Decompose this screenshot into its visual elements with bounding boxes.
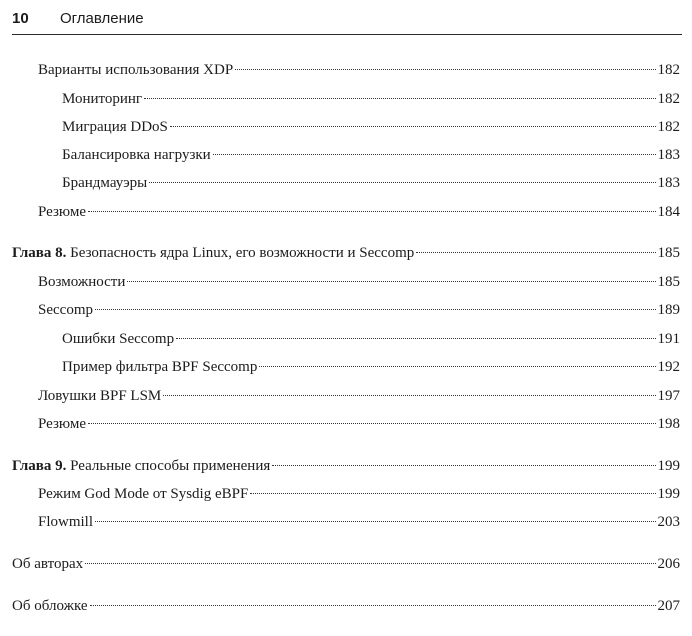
toc-entry-title — [38, 271, 125, 293]
toc-entry-text: Миграция DDoS — [62, 119, 168, 135]
toc-entry-page: 199 — [657, 486, 680, 502]
chapter-label: Глава 9. — [12, 458, 67, 474]
dot-leader — [144, 98, 655, 99]
dot-leader — [170, 126, 656, 127]
toc-entry-title — [62, 144, 211, 166]
toc-entry[interactable] — [38, 271, 680, 293]
toc-entry-title — [62, 116, 168, 138]
toc-entry-page: 184 — [657, 204, 680, 220]
dot-leader — [213, 154, 656, 155]
toc-entry-title — [12, 553, 83, 575]
toc-entry-text: Реальные способы применения — [70, 458, 271, 474]
toc-entry-page: 207 — [657, 598, 680, 614]
running-title: Оглавление — [60, 10, 144, 27]
toc-entry[interactable] — [12, 553, 680, 575]
toc-entry-title — [62, 328, 174, 350]
chapter-label: Глава 8. — [12, 245, 67, 261]
toc-entry-page: 182 — [657, 91, 680, 107]
toc-entry-title — [38, 299, 93, 321]
toc-entry-page: 197 — [657, 388, 680, 404]
toc-entry[interactable] — [62, 356, 680, 378]
toc-entry-page: 198 — [657, 416, 680, 432]
toc-entry-text: Резюме — [38, 416, 87, 432]
dot-leader — [272, 465, 655, 466]
toc-entry-text: Варианты использования XDP — [38, 62, 234, 78]
toc-entry-title — [38, 59, 233, 81]
toc-entry-title — [38, 511, 93, 533]
toc-entry-title — [38, 483, 248, 505]
toc-entry-page: 182 — [657, 62, 680, 78]
toc-entry[interactable] — [62, 88, 680, 110]
toc-entry-text: Брандмауэры — [62, 175, 148, 191]
toc-entry[interactable] — [12, 242, 680, 264]
toc-entry-text: Seccomp — [38, 302, 93, 318]
toc-entry-title — [62, 356, 257, 378]
dot-leader — [127, 281, 655, 282]
toc-entry-text: Мониторинг — [62, 91, 143, 107]
toc-entry-text: Flowmill — [38, 514, 94, 530]
toc-entry[interactable] — [12, 455, 680, 477]
toc-entry-text: Возможности — [38, 274, 126, 290]
dot-leader — [250, 493, 655, 494]
toc-entry-page: 206 — [657, 556, 680, 572]
toc-entry-text: Пример фильтра BPF Seccomp — [62, 359, 258, 375]
toc-entry-page: 183 — [657, 175, 680, 191]
toc-entry-page: 191 — [657, 331, 680, 347]
toc-entry-text: Ловушки BPF LSM — [38, 388, 162, 404]
dot-leader — [416, 252, 655, 253]
toc-entry[interactable] — [38, 385, 680, 407]
toc-entry-title — [38, 413, 86, 435]
toc-entry-text: Ошибки Seccomp — [62, 331, 175, 347]
toc-entry-title — [12, 455, 270, 477]
toc-entry[interactable] — [38, 201, 680, 223]
toc-entry-text: Резюме — [38, 204, 87, 220]
dot-leader — [88, 423, 655, 424]
toc-entry[interactable] — [38, 511, 680, 533]
toc-entry-page: 203 — [657, 514, 680, 530]
toc-entry[interactable] — [12, 595, 680, 617]
toc-entry-text: Об обложке — [12, 598, 88, 614]
toc-entry-text: Режим God Mode от Sysdig eBPF — [38, 486, 249, 502]
toc-entry[interactable] — [38, 59, 680, 81]
toc-entry-title — [62, 172, 147, 194]
toc-entry[interactable] — [62, 172, 680, 194]
toc-entry-page: 185 — [657, 245, 680, 261]
toc-entry-text: Об авторах — [12, 556, 84, 572]
toc-entry-title — [12, 242, 414, 264]
toc-entry[interactable] — [62, 144, 680, 166]
toc-entry[interactable] — [62, 116, 680, 138]
dot-leader — [88, 211, 655, 212]
dot-leader — [149, 182, 655, 183]
dot-leader — [95, 521, 655, 522]
toc-entry-text: Безопасность ядра Linux, его возможности и Seccomp — [70, 245, 415, 261]
toc-entry-page: 192 — [657, 359, 680, 375]
toc-entry-page: 183 — [657, 147, 680, 163]
toc-entry[interactable] — [62, 328, 680, 350]
toc-entry[interactable] — [38, 413, 680, 435]
toc-entry[interactable] — [38, 299, 680, 321]
toc-entry[interactable] — [38, 483, 680, 505]
dot-leader — [95, 309, 656, 310]
dot-leader — [259, 366, 655, 367]
toc-entry-title — [62, 88, 142, 110]
dot-leader — [85, 563, 655, 564]
toc-entry-title — [12, 595, 88, 617]
toc-entry-page: 199 — [657, 458, 680, 474]
dot-leader — [235, 69, 655, 70]
page-number: 10 — [12, 10, 29, 27]
toc-entry-title — [38, 201, 86, 223]
toc-entry-title — [38, 385, 161, 407]
dot-leader — [163, 395, 655, 396]
toc-entry-page: 189 — [657, 302, 680, 318]
toc-entry-page: 185 — [657, 274, 680, 290]
toc-entry-text: Балансировка нагрузки — [62, 147, 211, 163]
toc-entry-page: 182 — [657, 119, 680, 135]
dot-leader — [90, 605, 656, 606]
dot-leader — [176, 338, 655, 339]
